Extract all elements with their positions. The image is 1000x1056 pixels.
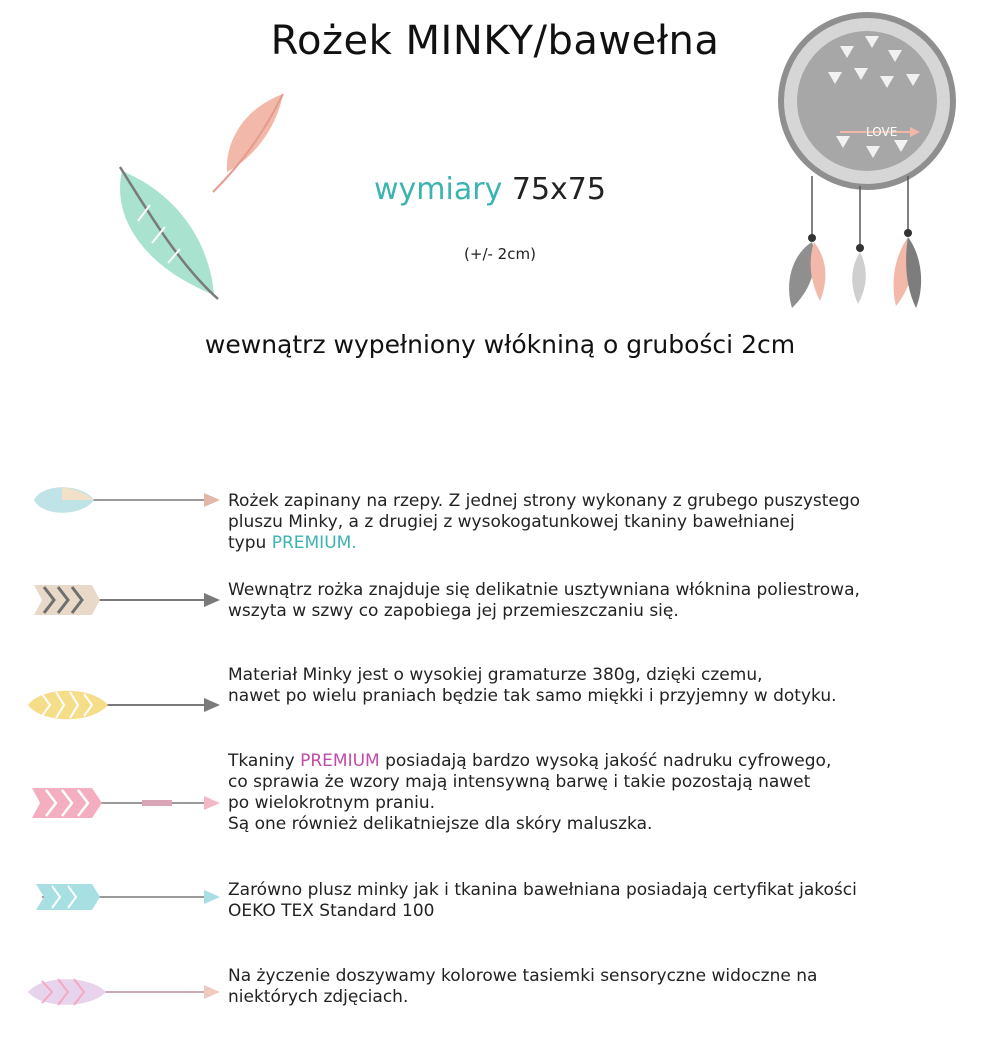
dimensions-label: wymiary bbox=[374, 172, 503, 207]
feature-4-post: posiadają bardzo wysoką jakość nadruku cyfrowego, bbox=[379, 751, 832, 771]
arrow-yellow-icon bbox=[22, 680, 222, 730]
mint-feather-icon bbox=[110, 165, 230, 305]
premium-highlight: PREMIUM. bbox=[271, 533, 357, 553]
arrow-teal-icon bbox=[22, 475, 222, 525]
feature-1-line-3 bbox=[228, 533, 988, 554]
page-title: Rożek MINKY/bawełna bbox=[270, 18, 720, 64]
arrow-grey-icon bbox=[22, 575, 222, 625]
feature-5-line-2: OEKO TEX Standard 100 bbox=[228, 901, 435, 921]
feature-1 bbox=[228, 491, 988, 554]
feature-4-line-3: po wielokrotnym praniu. bbox=[228, 793, 436, 813]
feature-5 bbox=[228, 880, 988, 922]
feature-1-pre: typu bbox=[228, 533, 272, 553]
dreamcatcher-label: LOVE bbox=[866, 125, 898, 139]
feature-6-line-1: Na życzenie doszywamy kolorowe tasiemki sensoryczne widoczne na bbox=[228, 966, 818, 986]
dimensions-value: 75x75 bbox=[511, 172, 606, 207]
arrow-aqua-icon bbox=[22, 872, 222, 922]
arrow-lilac-icon bbox=[22, 967, 222, 1017]
premium-highlight-2: PREMIUM bbox=[300, 751, 380, 771]
feature-2-line-2: wszyta w szwy co zapobiega jej przemieszczaniu się. bbox=[228, 601, 679, 621]
feature-1-line-1: Rożek zapinany na rzepy. Z jednej strony wykonany z grubego puszystego bbox=[228, 491, 861, 511]
feature-3-line-2: nawet po wielu praniach będzie tak samo miękki i przyjemny w dotyku. bbox=[228, 686, 837, 706]
feature-4-line-2: co sprawia że wzory mają intensywną barwę i takie pozostają nawet bbox=[228, 772, 811, 792]
feature-4-pre: Tkaniny bbox=[228, 751, 301, 771]
feature-2-line-1: Wewnątrz rożka znajduje się delikatnie usztywniana włóknina poliestrowa, bbox=[228, 580, 860, 600]
feature-4 bbox=[228, 751, 988, 835]
dimensions-tolerance: (+/- 2cm) bbox=[464, 245, 536, 263]
feature-3 bbox=[228, 665, 988, 707]
feature-1-line-2: pluszu Minky, a z drugiej z wysokogatunkowej tkaniny bawełnianej bbox=[228, 512, 795, 532]
inside-note: wewnątrz wypełniony włókniną o grubości 2cm bbox=[204, 330, 796, 359]
arrow-pink-icon bbox=[22, 778, 222, 828]
feature-6 bbox=[228, 966, 988, 1008]
dreamcatcher-icon bbox=[770, 6, 990, 316]
dimensions bbox=[300, 172, 680, 207]
feature-4-line-1 bbox=[228, 751, 988, 772]
feature-5-line-1: Zarówno plusz minky jak i tkanina bawełniana posiadają certyfikat jakości bbox=[228, 880, 857, 900]
feature-6-line-2: niektórych zdjęciach. bbox=[228, 987, 409, 1007]
feature-4-line-4: Są one również delikatniejsze dla skóry maluszka. bbox=[228, 814, 653, 834]
feature-2 bbox=[228, 580, 988, 622]
feature-3-line-1: Materiał Minky jest o wysokiej gramaturze 380g, dzięki czemu, bbox=[228, 665, 763, 685]
